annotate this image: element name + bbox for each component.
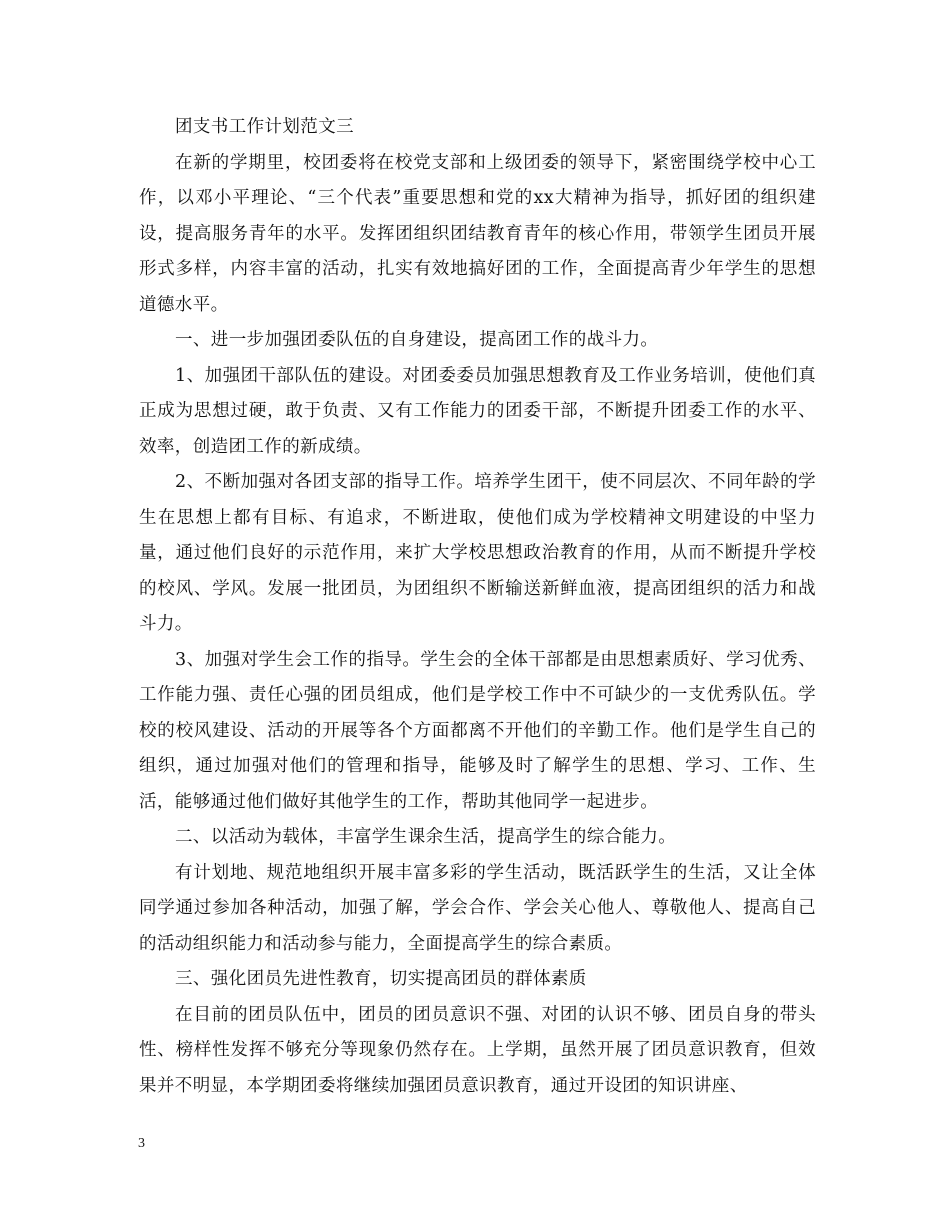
section-heading-1: 一、进一步加强团委队伍的自身建设，提高团工作的战斗力。 [175, 330, 659, 350]
paragraph-item-1: 1、加强团干部队伍的建设。对团委委员加强思想教育及工作业务培训，使他们真正成为思想过硬，敢于负责、又有工作能力的团委干部，不断提升团委工作的水平、效率，创造团工作的新成绩。 [139, 365, 816, 457]
section-heading-2: 二、以活动为载体，丰富学生课余生活，提高学生的综合能力。 [175, 827, 677, 847]
paragraph-activities: 有计划地、规范地组织开展丰富多彩的学生活动，既活跃学生的生活，又让全体同学通过参加各种活动，加强了解，学会合作、学会关心他人、尊敬他人、提高自己的活动组织能力和活动参与能力，全面提高学生的综合素质。 [139, 862, 816, 954]
paragraph-item-2: 2、不断加强对各团支部的指导工作。培养学生团干，使不同层次、不同年龄的学生在思想上都有目标、有追求，不断进取，使他们成为学校精神文明建设的中坚力量，通过他们良好的示范作用，来扩大学校思想政治教育的作用，从而不断提升学校的校风、学风。发展一批团员，为团组织不断输送新鲜血液，提高团组织的活力和战斗力。 [139, 472, 816, 634]
document-body [139, 110, 816, 1104]
paragraph-member-education: 在目前的团员队伍中，团员的团员意识不强、对团的认识不够、团员自身的带头性、榜样性发挥不够充分等现象仍然存在。上学期，虽然开展了团员意识教育，但效果并不明显，本学期团委将继续加强团员意识教育，通过开设团的知识讲座、 [139, 1004, 816, 1096]
paragraph-intro: 在新的学期里，校团委将在校党支部和上级团委的领导下，紧密围绕学校中心工作，以邓小平理论、“三个代表”重要思想和党的xx大精神为指导，抓好团的组织建设，提高服务青年的水平。发挥团组织团结教育青年的核心作用，带领学生团员开展形式多样，内容丰富的活动，扎实有效地搞好团的工作，全面提高青少年学生的思想道德水平。 [139, 152, 816, 315]
section-heading-3: 三、强化团员先进性教育，切实提高团员的群体素质 [175, 969, 587, 989]
page-number: 3 [138, 1136, 145, 1151]
paragraph-item-3: 3、加强对学生会工作的指导。学生会的全体干部都是由思想素质好、学习优秀、工作能力强、责任心强的团员组成，他们是学校工作中不可缺少的一支优秀队伍。学校的校风建设、活动的开展等各个方面都离不开他们的辛勤工作。他们是学生自己的组织，通过加强对他们的管理和指导，能够及时了解学生的思想、学习、工作、生活，能够通过他们做好其他学生的工作，帮助其他同学一起进步。 [139, 649, 816, 812]
document-title: 团支书工作计划范文三 [175, 117, 354, 137]
